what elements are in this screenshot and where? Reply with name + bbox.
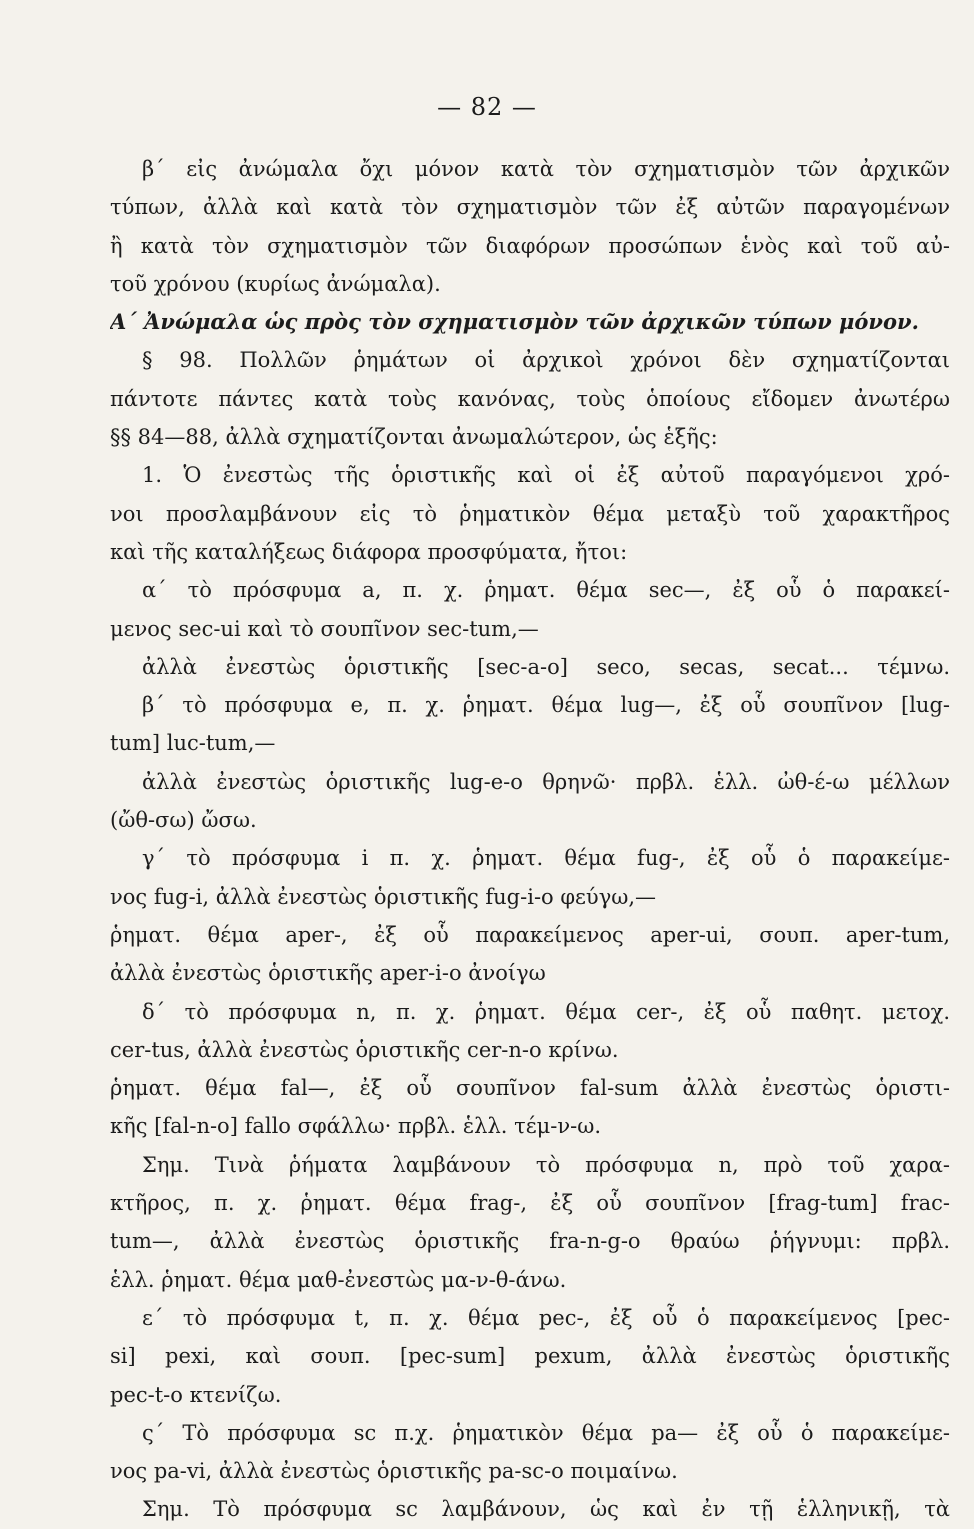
text-line: δ΄ τὸ πρόσφυμα n, π. χ. ῥηματ. θέμα cer-, ἐξ οὗ παθητ. μετοχ.	[142, 999, 950, 1024]
text-line: ε΄ τὸ πρόσφυμα t, π. χ. θέμα pec-, ἐξ οὗ ὁ παρακείμενος [pec-	[142, 1305, 950, 1330]
body-text	[110, 150, 950, 1529]
text-line: γ΄ τὸ πρόσφυμα i π. χ. ῥηματ. θέμα fug-, ἐξ οὗ ὁ παρακείμε-	[142, 846, 950, 871]
text-line: τοῦ χρόνου (κυρίως ἀνώμαλα).	[110, 271, 441, 296]
text-line: si] pexi, καὶ σουπ. [pec-sum] pexum, ἀλλὰ ἐνεστὼς ὁριστικῆς	[110, 1344, 950, 1369]
text-line: β΄ εἰς ἀνώμαλα ὄχι μόνον κατὰ τὸν σχηματισμὸν τῶν ἀρχικῶν	[142, 157, 950, 181]
text-line: νοι προσλαμβάνουν εἰς τὸ ῥηματικὸν θέμα μεταξὺ τοῦ χαρακτῆρος	[110, 501, 950, 526]
text-line: μενος sec-ui καὶ τὸ σουπῖνον sec-tum,—	[110, 616, 539, 641]
text-line: ἑλλ. ῥηματ. θέμα μαθ-ἐνεστὼς μα-ν-θ-άνω.	[110, 1267, 567, 1292]
text-line: ἢ κατὰ τὸν σχηματισμὸν τῶν διαφόρων προσώπων ἑνὸς καὶ τοῦ αὐ-	[110, 233, 950, 258]
text-line: καὶ τῆς καταλήξεως διάφορα προσφύματα, ἤτοι:	[110, 539, 628, 564]
text-line: α΄ τὸ πρόσφυμα a, π. χ. ῥηματ. θέμα sec—, ἐξ οὗ ὁ παρακεί-	[142, 578, 950, 603]
text-line: tum—, ἀλλὰ ἐνεστὼς ὁριστικῆς fra-n-g-o θραύω ῥήγνυμι: πρβλ.	[110, 1229, 950, 1254]
text-line: Σημ. Τὸ πρόσφυμα sc λαμβάνουν, ὡς καὶ ἐν τῇ ἑλληνικῇ, τὰ	[142, 1497, 950, 1522]
text-line: ῥηματ. θέμα aper-, ἐξ οὗ παρακείμενος aper-ui, σουπ. aper-tum,	[110, 922, 950, 947]
text-line: ῥηματ. θέμα fal—, ἐξ οὗ σουπῖνον fal-sum ἀλλὰ ἐνεστὼς ὁριστι-	[110, 1076, 950, 1101]
text-line: πάντοτε πάντες κατὰ τοὺς κανόνας, τοὺς ὁποίους εἴδομεν ἀνωτέρω	[110, 386, 950, 411]
text-line: (ὤθ-σω) ὤσω.	[110, 808, 257, 833]
text-line: tum] luc-tum,—	[110, 731, 276, 756]
text-line: κῆς [fal-n-o] fallo σφάλλω· πρβλ. ἑλλ. τέμ-ν-ω.	[110, 1114, 602, 1139]
text-line: cer-tus, ἀλλὰ ἐνεστὼς ὁριστικῆς cer-n-o κρίνω.	[110, 1037, 619, 1062]
text-line: 1. Ὁ ἐνεστὼς τῆς ὁριστικῆς καὶ οἱ ἐξ αὐτοῦ παραγόμενοι χρό-	[142, 463, 950, 488]
text-line: pec-t-o κτενίζω.	[110, 1382, 282, 1407]
text-line: κτῆρος, π. χ. ῥηματ. θέμα frag-, ἐξ οὗ σουπῖνον [frag-tum] frac-	[110, 1191, 950, 1216]
text-line: νος fug-i, ἀλλὰ ἐνεστὼς ὁριστικῆς fug-i-o φεύγω,—	[110, 884, 657, 909]
text-line: ἀλλὰ ἐνεστὼς ὁριστικῆς [sec-a-o] seco, secas, secat... τέμνω.	[142, 654, 950, 679]
section-heading: Α΄ Ἀνώμαλα ὡς πρὸς τὸν σχηματισμὸν τῶν ἀρχικῶν τύπων μόνον.	[110, 309, 919, 335]
page-number: — 82 —	[437, 93, 537, 121]
text-line: ς΄ Τὸ πρόσφυμα sc π.χ. ῥηματικὸν θέμα pa— ἐξ οὗ ὁ παρακείμε-	[142, 1420, 950, 1445]
text-line: ἀλλὰ ἐνεστὼς ὁριστικῆς lug-e-o θρηνῶ· πρβλ. ἑλλ. ὠθ-έ-ω μέλλων	[142, 769, 950, 794]
text-line: β΄ τὸ πρόσφυμα e, π. χ. ῥηματ. θέμα lug—, ἐξ οὗ σουπῖνον [lug-	[142, 693, 950, 718]
text-line: τύπων, ἀλλὰ καὶ κατὰ τὸν σχηματισμὸν τῶν ἐξ αὐτῶν παραγομένων	[110, 195, 950, 220]
text-line: §§ 84—88, ἀλλὰ σχηματίζονται ἀνωμαλώτερον, ὡς ἑξῆς:	[110, 425, 718, 450]
text-line: Σημ. Τινὰ ῥήματα λαμβάνουν τὸ πρόσφυμα n, πρὸ τοῦ χαρα-	[142, 1152, 950, 1177]
text-line: ἀλλὰ ἐνεστὼς ὁριστικῆς aper-i-o ἀνοίγω	[110, 961, 546, 986]
text-line: § 98. Πολλῶν ῥημάτων οἱ ἀρχικοὶ χρόνοι δὲν σχηματίζονται	[142, 348, 950, 373]
text-line: νος pa-vi, ἀλλὰ ἐνεστὼς ὁριστικῆς pa-sc-o ποιμαίνω.	[110, 1459, 678, 1484]
